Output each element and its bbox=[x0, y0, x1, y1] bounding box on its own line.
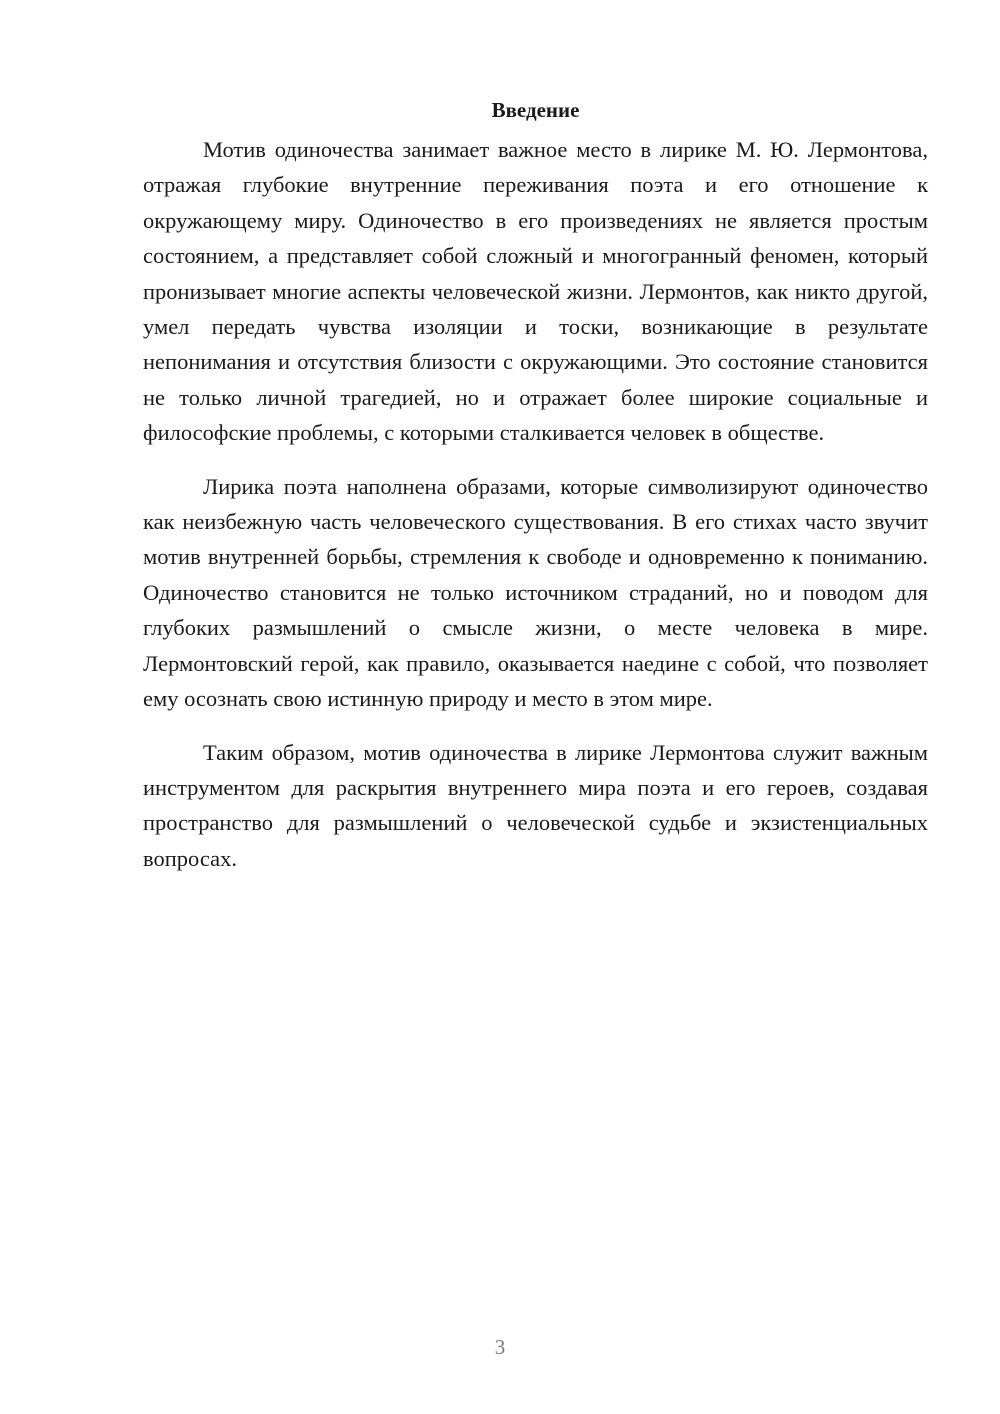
paragraph-3: Таким образом, мотив одиночества в лирике Лермонтова служит важным инструментом для раскрытия внутреннего мира поэта и его героев, создавая пространство для размышлений о человеческой судьбе и экзистенциальных вопросах. bbox=[143, 739, 928, 871]
section-heading: Введение bbox=[491, 98, 580, 122]
paragraph-1: Мотив одиночества занимает важное место в лирике М. Ю. Лермонтова, отражая глубокие внутренние переживания поэта и его отношение к окружающему миру. Одиночество в его произведениях не является простым состоянием, а представляет собой сложный и многогранный феномен, который пронизывает многие аспекты человеческой жизни. Лермонтов, как никто другой, умел передать чувства изоляции и тоски, возникающие в результате непонимания и отсутствия близости с окружающими. Это состояние становится не только личной трагедией, но и отражает более широкие социальные и философские проблемы, с которыми сталкивается человек в обществе. bbox=[143, 137, 928, 446]
page-content bbox=[143, 95, 928, 894]
paragraph-2: Лирика поэта наполнена образами, которые символизируют одиночество как неизбежную часть человеческого существования. В его стихах часто звучит мотив внутренней борьбы, стремления к свободе и одновременно к пониманию. Одиночество становится не только источником страданий, но и поводом для глубоких размышлений о смысле жизни, о месте человека в мире. Лермонтовский герой, как правило, оказывается наедине с собой, что позволяет ему осознать свою истинную природу и место в этом мире. bbox=[143, 473, 928, 712]
page-number: 3 bbox=[494, 1335, 506, 1359]
